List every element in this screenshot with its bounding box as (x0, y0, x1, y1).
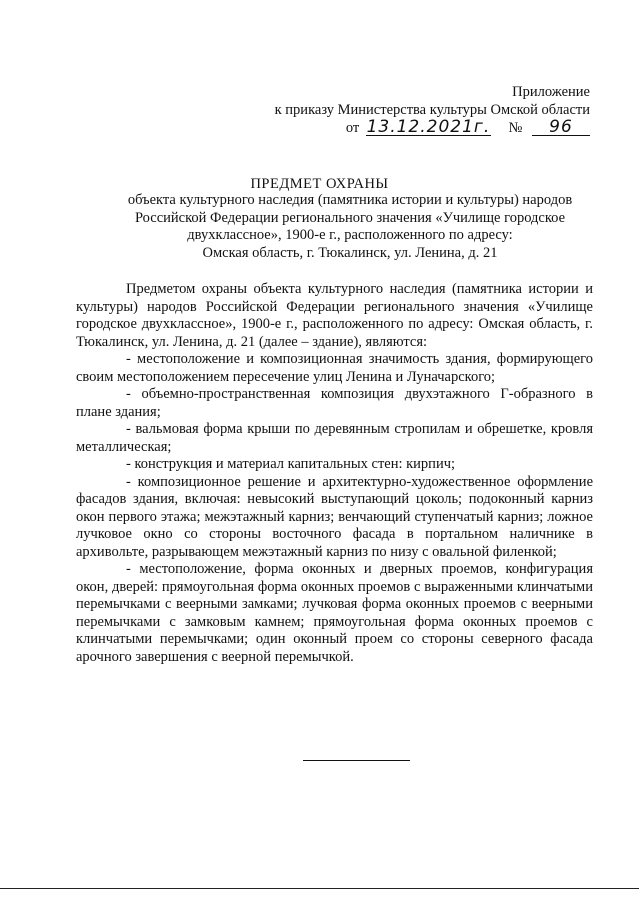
list-item: - вальмовая форма крыши по деревянным стропилам и обрешетке, кровля металлическая; (76, 421, 593, 455)
list-item: - объемно-пространственная композиция двухэтажного Г-образного в плане здания; (76, 386, 593, 420)
subtitle-line: объекта культурного наследия (памятника истории и культуры) народов (127, 192, 573, 208)
list-item: - местоположение, форма оконных и дверных проемов, конфигурация окон, дверей: прямоугольная форма оконных проемов с выраженными клинчатыми перемычками с веерными замками; лучковая форма оконных проемов с веерными перемычками с замковым камнем; прямоугольная форма оконных проемов с клинчатыми перемычками; один оконный проем со стороны северного фасада арочного завершения с веерной перемычкой. (76, 561, 593, 665)
subtitle-line: Омская область, г. Тюкалинск, ул. Ленина, д. 21 (202, 244, 498, 261)
order-date-number (346, 119, 590, 137)
document-title: ПРЕДМЕТ ОХРАНЫ (250, 176, 389, 192)
subtitle-line: двухклассное», 1900-е г., расположенного по адресу: (187, 227, 513, 243)
appendix-label: Приложение (512, 84, 590, 100)
from-label: от (345, 120, 360, 136)
handwritten-date: 13.12.2021г. (366, 117, 491, 137)
closing-rule (303, 760, 410, 761)
page-edge-line (0, 888, 639, 889)
number-label: № (508, 120, 523, 136)
list-item: - местоположение и композиционная значимость здания, формирующего своим местоположением пересечение улиц Ленина и Луначарского; (76, 351, 593, 385)
subtitle-line: Российской Федерации регионального значения «Училище городское (134, 209, 566, 226)
order-reference: к приказу Министерства культуры Омской области (274, 102, 590, 118)
document-body (76, 281, 593, 666)
list-item: - конструкция и материал капитальных стен: кирпич; (126, 456, 456, 472)
document-subtitle (60, 192, 639, 262)
intro-paragraph: Предметом охраны объекта культурного наследия (памятника истории и культуры) народов Российской Федерации регионального значения «Училище городское двухклассное», 1900-е г., расположенного по адресу: Омская область, г. Тюкалинск, ул. Ленина, д. 21 (далее – здание), являются: (76, 281, 593, 350)
handwritten-number: 96 (532, 119, 590, 136)
list-item: - композиционное решение и архитектурно-художественное оформление фасадов здания, включая: невысокий выступающий цоколь; подоконный карниз окон первого этажа; межэтажный карниз; венчающий ступенчатый карниз; ложное лучковое окно со стороны восточного фасада в портальном наличнике в архивольте, разрывающем межэтажный карниз по низу с овальной филенкой; (76, 473, 593, 560)
